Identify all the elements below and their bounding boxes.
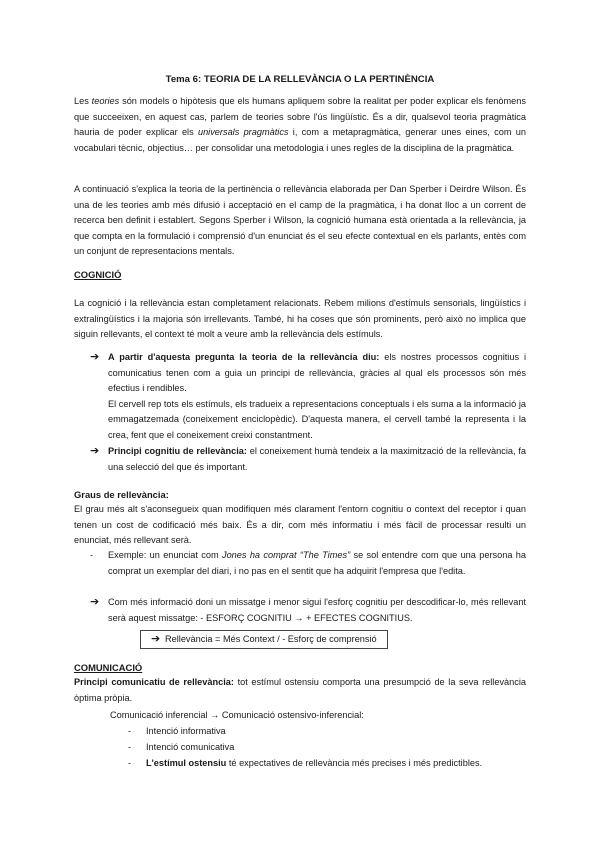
relevance-formula-box [140,630,388,649]
graus-heading: Graus de rellevància: [74,489,169,500]
list-item: - Intenció comunicativa [128,740,234,756]
section-heading-comunicacio: COMUNICACIÓ [74,662,143,673]
dash-marker: - [128,726,132,736]
cognicio-bullet-1-extra: El cervell rep tots els estímuls, els tradueix a representacions conceptuals i els suma a la informació ja emmagatzemada (coneixement enciclopèdic). D'aquesta manera, el cervell també la representa i la crea, fent que el coneixement creixi constantment. [108,398,526,440]
graus-bullet: ➔ Com més informació doni un missatge i menor sigui l'esforç cognitiu per descodificar-lo, més rellevant serà aquest missatge: - ESFORÇ COGNITIU → + EFECTES COGNITIUS. [90,595,526,626]
cognicio-bullet-2: ➔ Principi cognitiu de rellevància: el coneixement humà tendeix a la maximització de la rellevància, fa una selecció del que és important. [90,444,526,475]
graus-example: - Exemple: un enunciat com Jones ha comprat “The Times” se sol entendre com que una persona ha comprat un exemplar del diari, i no pas en el sentit que ha adquirit l'empresa que l'edita. [90,548,526,579]
graus-paragraph: El grau més alt s'aconsegueix quan modifiquen més clarament l'entorn cognitiu o context del receptor i quan tenen un cost de codificació més baix. És a dir, com més informatiu i més fàcil de processar resulti un enunciat, més rellevant serà. [74,504,526,546]
document-title: Tema 6: TEORIA DE LA RELLEVÀNCIA O LA PERTINÈNCIA [165,74,435,85]
cognicio-bullet-1: ➔ A partir d'aquesta pregunta la teoria de la rellevància diu: els nostres processos cognitius i comunicatius tenen com a guia un principi de rellevància, gràcies al qual els processos són més efectius i rendibles. El cervell rep tots els estímuls, els tradueix a representacions conceptuals i els suma a la informació ja emmagatzemada (coneixement enciclopèdic). D'aquesta manera, el cervell també la representa i la crea, fent que el coneixement creixi constantment. [90,350,526,444]
arrow-icon: ➔ [90,445,100,457]
intro-paragraph-1: Les teories són models o hipòtesis que els humans apliquem sobre la realitat per poder explicar els fenòmens que succeeixen, en aquest cas, parlem de teories sobre l'ús lingüístic. És a dir, qualsevol teoria pragmàtica hauria de poder explicar els universals pragmàtics i, com a metapragmàtica, generar unes eines, com un vocabulari tècnic, objectius… per consolidar una metodologia i unes regles de la disciplina de la pragmàtica. [74,96,526,153]
relevance-formula: Rellevància = Més Context / - Esforç de comprensió [165,634,377,644]
list-item: - L'estímul ostensiu té expectatives de rellevància més precises i més predictibles. [128,756,482,772]
arrow-icon: ➔ [90,351,100,363]
comunicacio-paragraph: Principi comunicatiu de rellevància: tot estímul ostensiu comporta una presumpció de la seva rellevància òptima pròpia. [74,677,526,703]
dash-marker: - [90,550,94,560]
list-item: - Intenció informativa [128,724,226,740]
section-heading-cognicio: COGNICIÓ [74,269,122,280]
cognicio-paragraph: La cognició i la rellevància estan completament relacionats. Rebem milions d'estímuls sensorials, lingüístics i extralingüístics i la majoria són irrellevants. També, hi ha coses que són prominents, però això no implica que siguin rellevants, el context té molt a veure amb la rellevància dels estímuls. [74,298,526,340]
arrow-icon: ➔ [90,596,100,608]
intro-paragraph-2: A continuació s'explica la teoria de la pertinència o rellevància elaborada per Dan Sperber i Deirdre Wilson. És una de les teories amb més difusió i acceptació en el camp de la pragmàtica, i ha donat lloc a un corrent de recerca ben definit i establert. Segons Sperber i Wilson, la cognició humana està orientada a la rellevància, ja que compta en la formulació i comprensió d'un enunciat és el seu efecte contextual en els parlants, entès com un conjunt de representacions mentals. [74,184,526,257]
arrow-icon: ➔ [151,633,161,645]
comunicacio-inferencial-line: Comunicació inferencial → Comunicació ostensivo-inferencial: [110,710,364,720]
dash-marker: - [128,742,132,752]
dash-marker: - [128,758,132,768]
